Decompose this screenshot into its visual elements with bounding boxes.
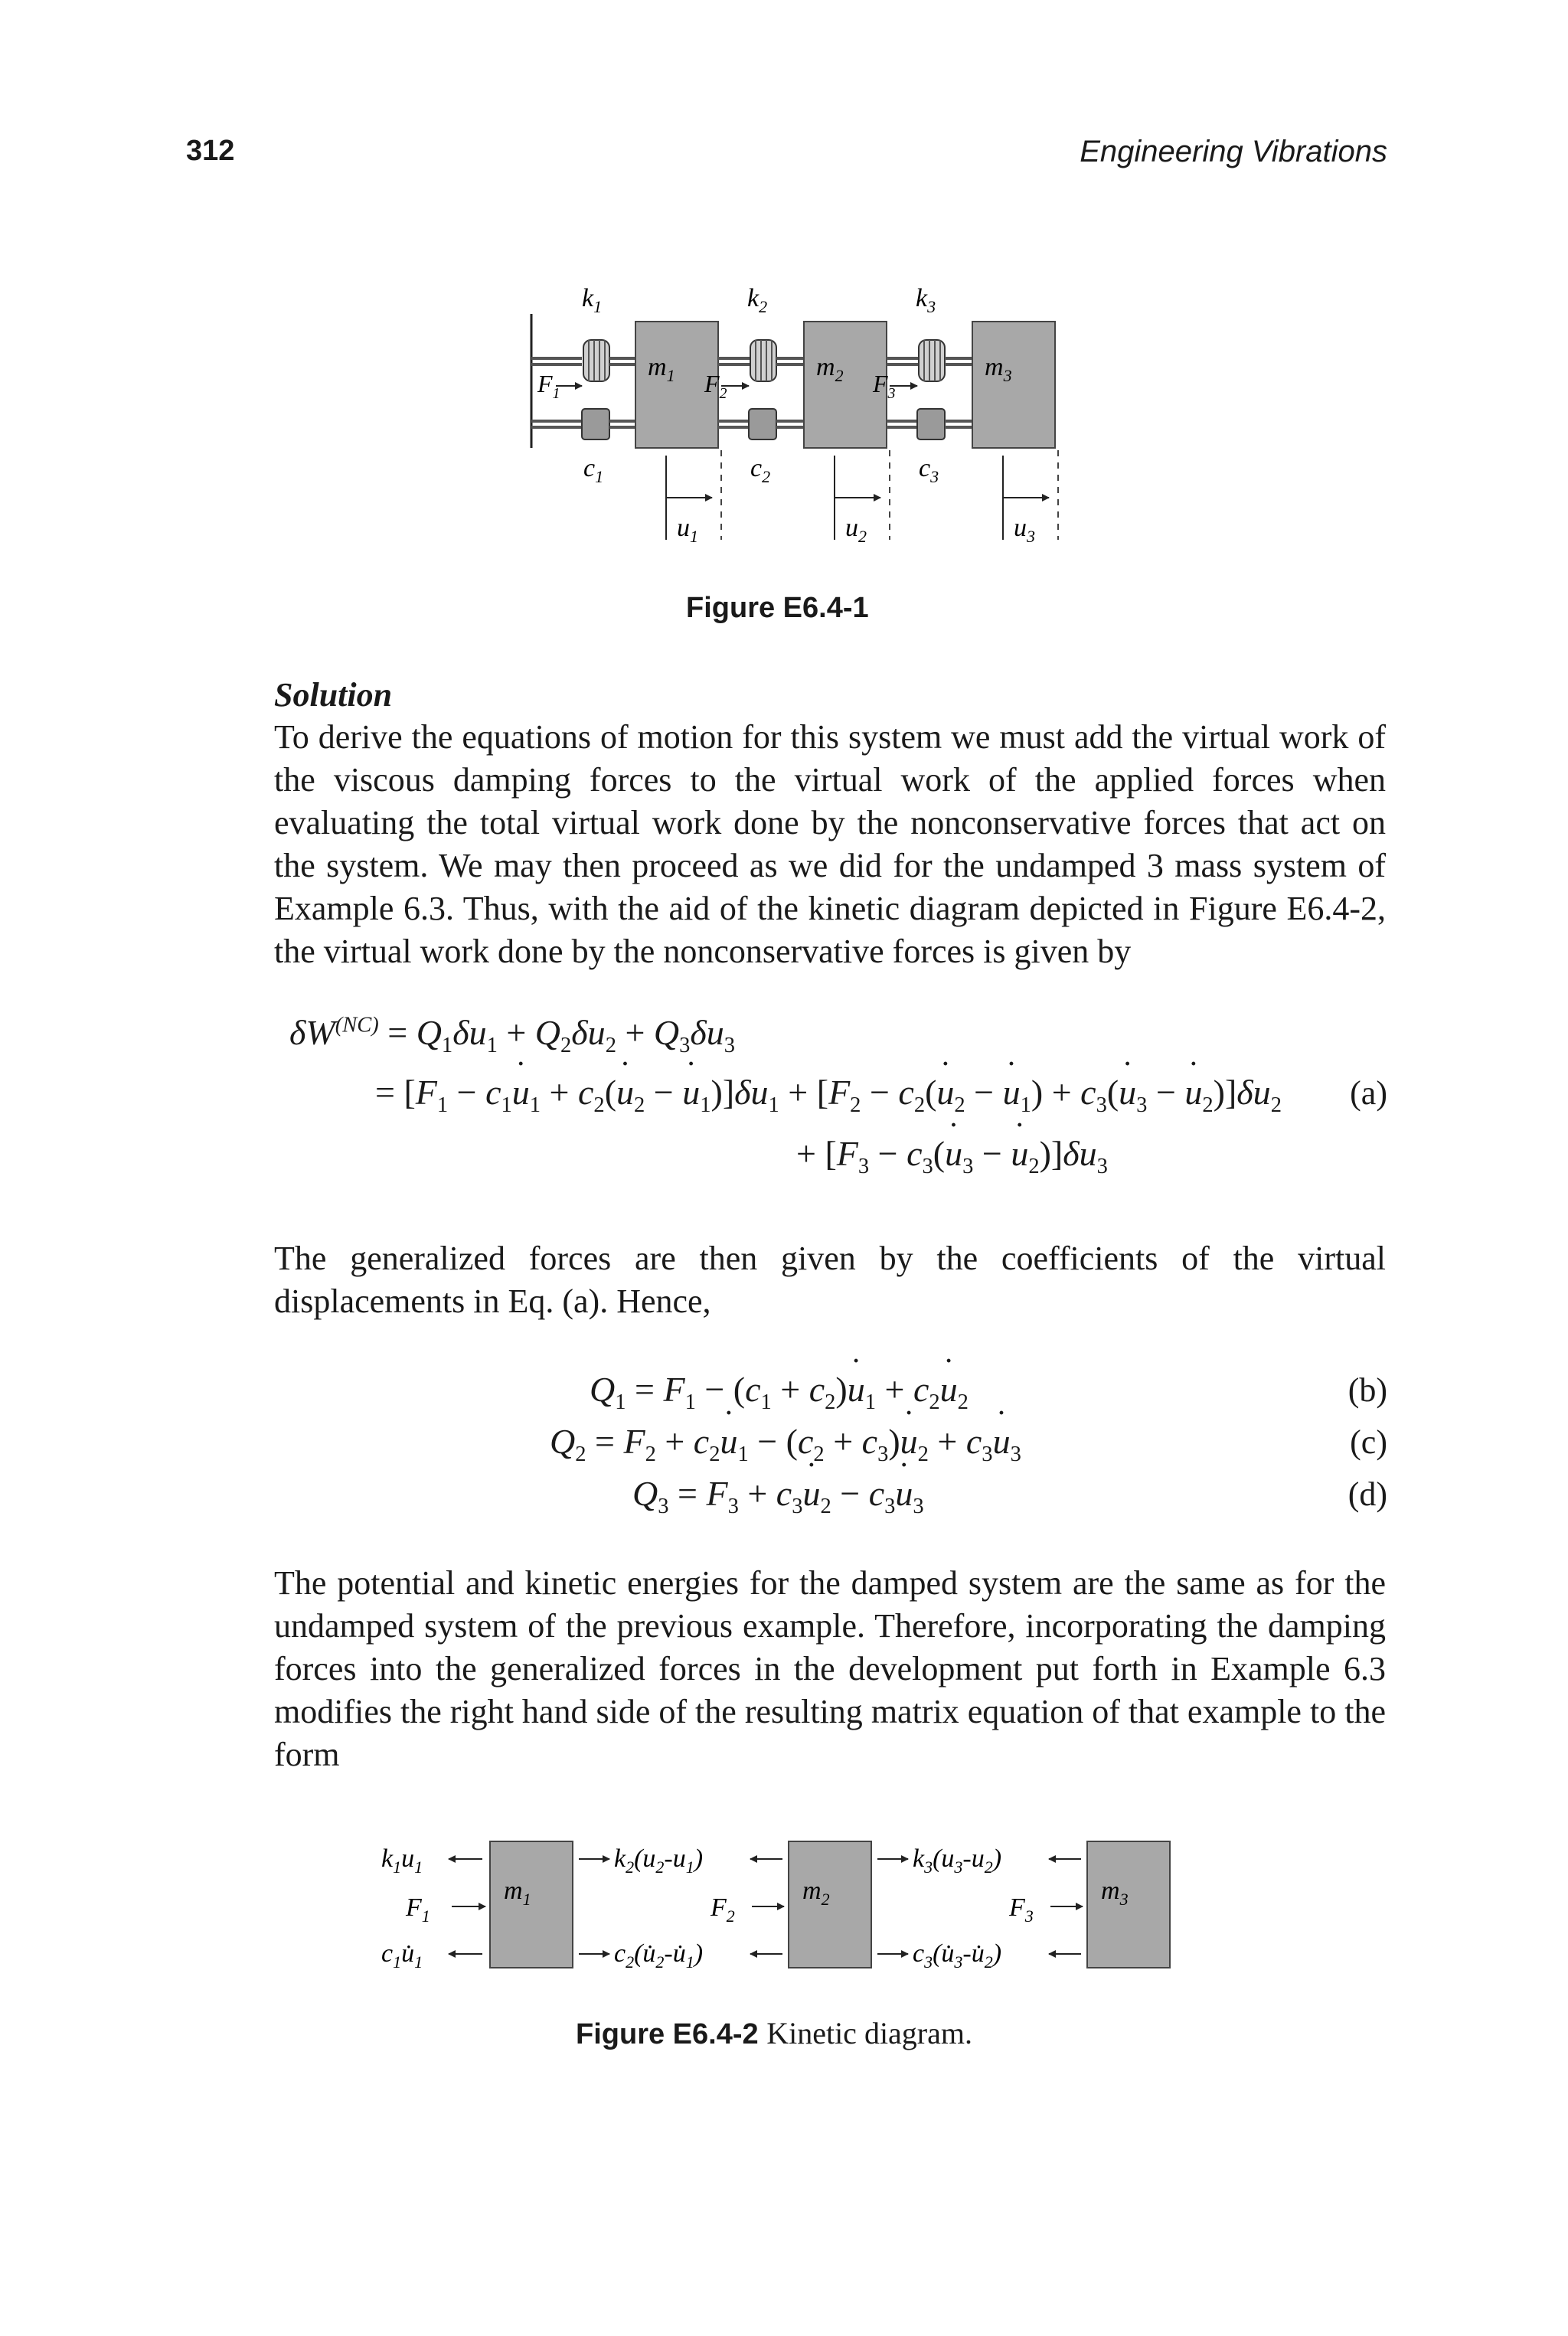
label-m2: $m_2$ [816,353,844,385]
spring-3 [887,340,972,381]
label-c3: $c_3$ [919,454,939,486]
label-u1: $u_1$ [677,514,698,546]
equation-b: $Q_1 = F_1 - (c_1$ + $c_2)˙$ $u_1$ + $c_2˙$ $u_2$ [590,1369,969,1415]
equation-b-label: (b) [1348,1371,1387,1409]
svg-text:k1u1: $k_1u_1$ [381,1844,423,1877]
label-k2: $k_2$ [747,284,768,316]
figure-e6-4-2-caption-label: Figure E6.4-2 [576,2018,759,2050]
equation-a-line-2: = [$F_1$ − $c_1˙$ $u_1$ + $c_2(˙$ $u_2$ − ˙ $u_1)]\delta u_1 + [F_2$ − $c_2(˙$ $u_2$ − ˙ $u_1$) + $c_3(˙$ $u_3$ − ˙ $u_2)]\delta u_2$ [375,1072,1282,1118]
solution-heading: Solution [274,676,393,714]
equation-d-label: (d) [1348,1475,1387,1513]
label-u2: $u_2$ [845,514,867,546]
label-c2: $c_2$ [750,454,771,486]
svg-text:c2(u̇2-u̇1): $c_2(u̇_2-u̇_1)$ [614,1939,704,1972]
figure-e6-4-2-caption-text: Kinetic diagram. [766,2016,972,2050]
equation-d: $Q_3 = F_3$ + $c_3˙$ $u_2$ − $c_3˙$ $u_3$ [632,1473,924,1519]
figure-e6-4-2-caption [576,2015,972,2051]
svg-text:F1: $F_1$ [406,1893,430,1926]
solution-paragraph-1: To derive the equations of motion for this system we must add the virtual work of the viscous damping forces to the virtual work of the applied forces when evaluating the total virtual work done by the nonconservative forces that act on the system. We may then proceed as we did for the undamped 3 mass system of Example 6.3. Thus, with the aid of the kinetic diagram depicted in Figure E6.4-2, the virtual work done by the nonconservative forces is given by [274,718,1386,970]
equation-c-label: (c) [1350,1423,1387,1461]
equation-a-line-3: + [$F_3$ − $c_3(˙$ $u_3$ − ˙ $u_2)]\delta u_3$ [796,1133,1108,1179]
damper-3 [887,409,972,439]
figure-e6-4-1 [521,276,1072,559]
label-k1: $k_1$ [582,284,603,316]
damper-1 [531,409,635,439]
damper-2 [718,409,804,439]
kinetic-mass-3 [1087,1841,1170,1968]
label-c1: $c_1$ [583,454,604,486]
figure-e6-4-1-caption: Figure E6.4-1 [686,592,869,624]
equation-c: $Q_2 = F_2$ + $c_2˙$ $u_1 - (c_2$ + $c_3)˙$ $u_2$ + $c_3˙$ $u_3$ [550,1421,1021,1467]
label-f2: $F_2$ [704,370,727,402]
svg-text:c1u̇1: $c_1u̇_1$ [381,1939,423,1972]
svg-text:k3(u3-u2): $k_3(u_3-u_2)$ [913,1844,1002,1877]
kinetic-mass-1 [490,1841,573,1968]
equation-a-label: (a) [1350,1074,1387,1112]
label-m1: $m_1$ [648,353,675,385]
label-u3: $u_3$ [1014,514,1035,546]
spring-2 [718,340,804,381]
kinetic-label-m3: $m_3$ [1101,1877,1129,1909]
solution-paragraph-3: The potential and kinetic energies for the damped system are the same as for the undamped system of the previous example. Therefore, incorporating the damping forces into the generalized forces in the development put forth in Example 6.3 modifies the right hand side of the resulting matrix equation of that example to the form [274,1564,1386,1773]
kinetic-label-m2: $m_2$ [802,1877,830,1909]
label-f3: $F_3$ [873,370,896,402]
svg-text:F2: $F_2$ [710,1893,735,1926]
label-k3: $k_3$ [916,284,936,316]
kinetic-label-m1: $m_1$ [504,1877,531,1909]
page-number: 312 [186,135,235,167]
svg-text:c3(u̇3-u̇2): $c_3(u̇_3-u̇_2)$ [913,1939,1002,1972]
running-head: Engineering Vibrations [1080,135,1387,168]
solution-paragraph-2: The generalized forces are then given by the coefficients of the virtual displacements in Eq. (a). Hence, [274,1240,1386,1320]
kinetic-mass-2 [789,1841,871,1968]
figure-e6-4-2 [368,1822,1225,1983]
svg-text:k2(u2-u1): $k_2(u_2-u_1)$ [614,1844,704,1877]
label-m3: $m_3$ [985,353,1012,385]
equation-a-line-1: $\delta W^{(NC)} = Q_1\delta u_1 + Q_2\delta u_2 + Q_3\delta u_3$ [289,1013,736,1058]
label-f1: $F_1$ [537,370,560,402]
mass-3 [972,322,1055,448]
svg-text:F3: $F_3$ [1009,1893,1034,1926]
